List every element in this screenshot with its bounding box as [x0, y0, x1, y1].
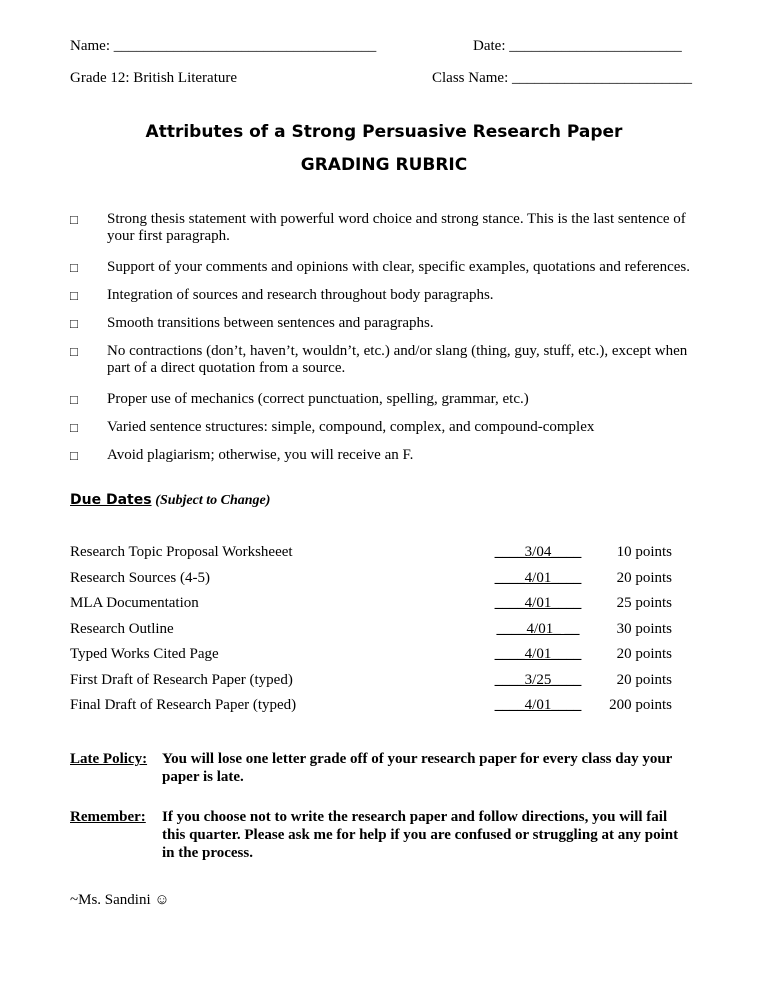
table-row — [70, 595, 700, 612]
due-date: ____3/04____ — [494, 544, 582, 560]
name-field[interactable]: Name: ___________________________________ — [70, 38, 377, 54]
points: 20 points — [616, 671, 672, 688]
due-date: ____4/01____ — [494, 697, 582, 713]
course-label: Grade 12: British Literature — [70, 70, 238, 86]
task-name: Research Topic Proposal Worksheeet — [70, 544, 293, 560]
date-field[interactable]: Date: _______________________ — [473, 38, 682, 54]
late-policy-text: paper is late. — [162, 769, 244, 785]
task-name: Typed Works Cited Page — [70, 646, 219, 662]
checklist-text: Proper use of mechanics (correct punctuation, spelling, grammar, etc.) — [107, 391, 529, 407]
checklist-item — [70, 391, 700, 408]
task-name: Research Outline — [70, 620, 174, 637]
checklist-item — [70, 419, 700, 436]
remember-note — [70, 808, 700, 862]
due-dates-heading — [70, 491, 700, 510]
remember-text: this quarter. Please ask me for help if you are confused or struggling at any point — [162, 827, 679, 843]
checklist-text: Smooth transitions between sentences and paragraphs. — [107, 315, 434, 331]
signature: ~Ms. Sandini ☺ — [70, 892, 170, 908]
points: 25 points — [616, 595, 672, 611]
checklist-text: Avoid plagiarism; otherwise, you will receive an F. — [107, 447, 414, 463]
task-name: First Draft of Research Paper (typed) — [70, 671, 293, 688]
points: 20 points — [616, 646, 672, 662]
checklist-item — [70, 343, 700, 377]
checkbox-icon[interactable]: □ — [70, 260, 78, 275]
due-dates-title: Due Dates — [70, 492, 152, 508]
checklist-text: Integration of sources and research throughout body paragraphs. — [107, 287, 494, 303]
checkbox-icon[interactable]: □ — [70, 212, 78, 227]
late-policy-label: Late Policy: — [70, 751, 148, 767]
late-policy-text: You will lose one letter grade off of your research paper for every class day your — [162, 751, 673, 767]
checklist-item — [70, 259, 700, 276]
task-name: MLA Documentation — [70, 595, 199, 611]
checkbox-icon[interactable]: □ — [70, 448, 78, 463]
checklist-text: Varied sentence structures: simple, compound, complex, and compound-complex — [107, 419, 595, 435]
table-row — [70, 621, 700, 638]
checkbox-icon[interactable]: □ — [70, 288, 78, 303]
points: 10 points — [616, 544, 672, 560]
remember-label: Remember: — [70, 809, 146, 825]
page-title: Attributes of a Strong Persuasive Research Paper — [145, 122, 623, 142]
due-dates-table — [70, 544, 700, 714]
checkbox-icon[interactable]: □ — [70, 316, 78, 331]
table-row — [70, 697, 700, 714]
points: 30 points — [616, 620, 672, 637]
due-date: ____4/01_ __ — [496, 620, 580, 637]
table-row — [70, 544, 700, 561]
due-date: ____4/01____ — [494, 646, 582, 662]
due-date: ____4/01____ — [494, 595, 582, 611]
task-name: Final Draft of Research Paper (typed) — [70, 697, 297, 713]
checklist-text: No contractions (don’t, haven’t, wouldn’t, etc.) and/or slang (thing, guy, stuff, etc.), except when part of a direct quotation from a source. — [107, 343, 688, 376]
header — [70, 38, 700, 87]
table-row — [70, 646, 700, 663]
class-name-field[interactable]: Class Name: ________________________ — [432, 70, 692, 86]
due-date: ____4/01____ — [494, 569, 582, 586]
page-subtitle: GRADING RUBRIC — [300, 155, 468, 175]
checklist-text: Strong thesis statement with powerful word choice and strong stance. This is the last sentence of your first paragraph. — [107, 211, 686, 244]
remember-text: in the process. — [162, 845, 253, 861]
remember-text: If you choose not to write the research paper and follow directions, you will fail — [162, 809, 668, 825]
table-row — [70, 570, 700, 587]
checklist-item — [70, 287, 700, 304]
rubric-checklist — [70, 211, 700, 464]
checkbox-icon[interactable]: □ — [70, 420, 78, 435]
table-row — [70, 672, 700, 689]
checklist-item — [70, 315, 700, 332]
points: 200 points — [609, 697, 672, 713]
checklist-text: Support of your comments and opinions with clear, specific examples, quotations and references. — [107, 259, 690, 275]
due-date: ____3/25____ — [494, 671, 582, 688]
task-name: Research Sources (4-5) — [70, 569, 210, 586]
checkbox-icon[interactable]: □ — [70, 344, 78, 359]
late-policy — [70, 750, 700, 786]
points: 20 points — [616, 569, 672, 586]
checkbox-icon[interactable]: □ — [70, 392, 78, 407]
checklist-item — [70, 447, 700, 464]
checklist-item — [70, 211, 700, 245]
due-dates-note: (Subject to Change) — [155, 493, 271, 508]
